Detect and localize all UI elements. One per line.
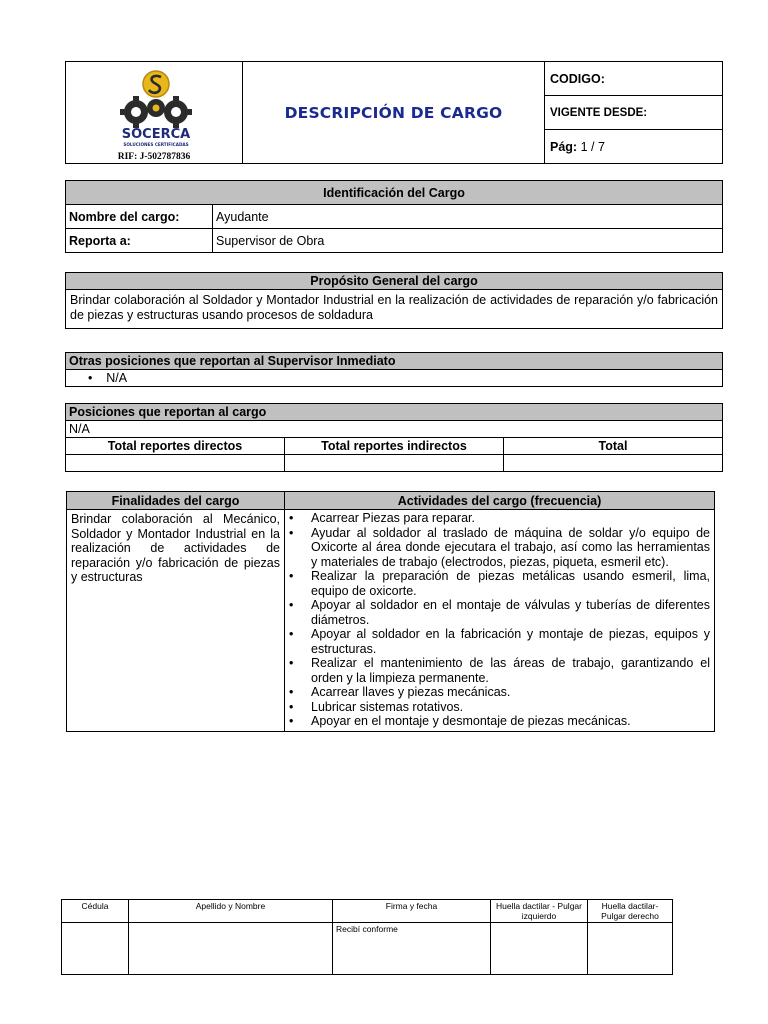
vigente-field: VIGENTE DESDE:	[545, 96, 723, 130]
otras-posiciones-item-text: N/A	[106, 371, 128, 385]
logo-cell	[66, 62, 243, 164]
document-title: DESCRIPCIÓN DE CARGO	[284, 103, 503, 122]
actividad-item: • Acarrear llaves y piezas mecánicas.	[311, 685, 710, 700]
huella-derecha-header: Huella dactilar- Pulgar derecho	[588, 900, 673, 923]
posiciones-value: N/A	[66, 421, 723, 438]
huella-izquierda-header: Huella dactilar - Pulgar izquierdo	[491, 900, 588, 923]
page-field	[545, 130, 723, 164]
firma-fecha-header: Firma y fecha	[333, 900, 491, 923]
left-gear-icon	[120, 96, 148, 128]
identificacion-heading: Identificación del Cargo	[66, 181, 723, 205]
actividad-item: • Ayudar al soldador al traslado de máquina de soldar y/o equipo de Oxicorte al área donde ejecutara el trabajo, así como las herramientas y materiales de trabajo (electrodos, piezas, piqueta, esmeril etc).	[311, 526, 710, 570]
otras-posiciones-section	[65, 352, 723, 387]
actividad-item: • Realizar la preparación de piezas metálicas usando esmeril, lima, equipo de oxicorte.	[311, 569, 710, 598]
actividad-item: • Apoyar en el montaje y desmontaje de piezas mecánicas.	[311, 714, 710, 729]
cedula-cell	[62, 923, 129, 975]
otras-posiciones-item: • N/A	[66, 370, 723, 387]
rif-label: RIF: J-502787836	[117, 152, 191, 162]
cell-reportes-directos	[66, 455, 285, 472]
company-name: SOCERCA	[121, 127, 191, 142]
title-cell	[243, 62, 545, 164]
actividad-item: • Apoyar al soldador en la fabricación y montaje de piezas, equipos y estructuras.	[311, 627, 710, 656]
center-gear-icon	[147, 99, 165, 117]
identificacion-section	[65, 180, 723, 253]
nombre-cargo-label: Nombre del cargo:	[66, 205, 213, 229]
actividad-item: • Realizar el mantenimiento de las áreas de trabajo, garantizando el orden y la limpieza permanente.	[311, 656, 710, 685]
proposito-section	[65, 272, 723, 329]
document-header	[65, 61, 723, 164]
page-number: 1 / 7	[580, 139, 605, 154]
apellido-nombre-cell	[129, 923, 333, 975]
actividades-list	[285, 510, 714, 731]
huella-derecha-cell	[588, 923, 673, 975]
col-reportes-directos: Total reportes directos	[66, 438, 285, 455]
cell-total	[504, 455, 723, 472]
posiciones-heading: Posiciones que reportan al cargo	[66, 404, 723, 421]
col-reportes-indirectos: Total reportes indirectos	[285, 438, 504, 455]
reporta-label: Reporta a:	[66, 229, 213, 253]
actividad-item: • Apoyar al soldador en el montaje de válvulas y tuberías de diferentes diámetros.	[311, 598, 710, 627]
huella-izquierda-cell	[491, 923, 588, 975]
apellido-nombre-header: Apellido y Nombre	[129, 900, 333, 923]
socerca-logo	[116, 68, 196, 150]
nombre-cargo-value: Ayudante	[213, 205, 723, 229]
actividad-item: • Lubricar sistemas rotativos.	[311, 700, 710, 715]
company-tagline: SOLUCIONES CERTIFICADAS	[123, 142, 189, 147]
codigo-field: CODIGO:	[545, 62, 723, 96]
posiciones-reportan-section	[65, 403, 723, 472]
proposito-heading: Propósito General del cargo	[66, 273, 723, 290]
otras-posiciones-heading: Otras posiciones que reportan al Supervisor Inmediato	[66, 353, 723, 370]
page-label: Pág:	[550, 139, 578, 154]
finalidades-section	[66, 491, 715, 732]
reporta-value: Supervisor de Obra	[213, 229, 723, 253]
finalidades-heading: Finalidades del cargo	[67, 492, 285, 510]
actividades-cell	[285, 510, 715, 732]
signature-table	[61, 899, 673, 975]
finalidad-text: Brindar colaboración al Mecánico, Soldador y Montador Industrial en la realización de actividades de reparación y/o fabricación de piezas y estructuras	[67, 510, 285, 732]
actividad-item: • Acarrear Piezas para reparar.	[311, 511, 710, 526]
col-total: Total	[504, 438, 723, 455]
right-gear-icon	[164, 96, 192, 128]
proposito-text: Brindar colaboración al Soldador y Montador Industrial en la realización de actividades de reparación y/o fabricación de piezas y estructuras usando procesos de soldadura	[66, 290, 723, 329]
cell-reportes-indirectos	[285, 455, 504, 472]
actividades-heading: Actividades del cargo (frecuencia)	[285, 492, 715, 510]
cedula-header: Cédula	[62, 900, 129, 923]
recibi-conforme-cell: Recibí conforme	[333, 923, 491, 975]
